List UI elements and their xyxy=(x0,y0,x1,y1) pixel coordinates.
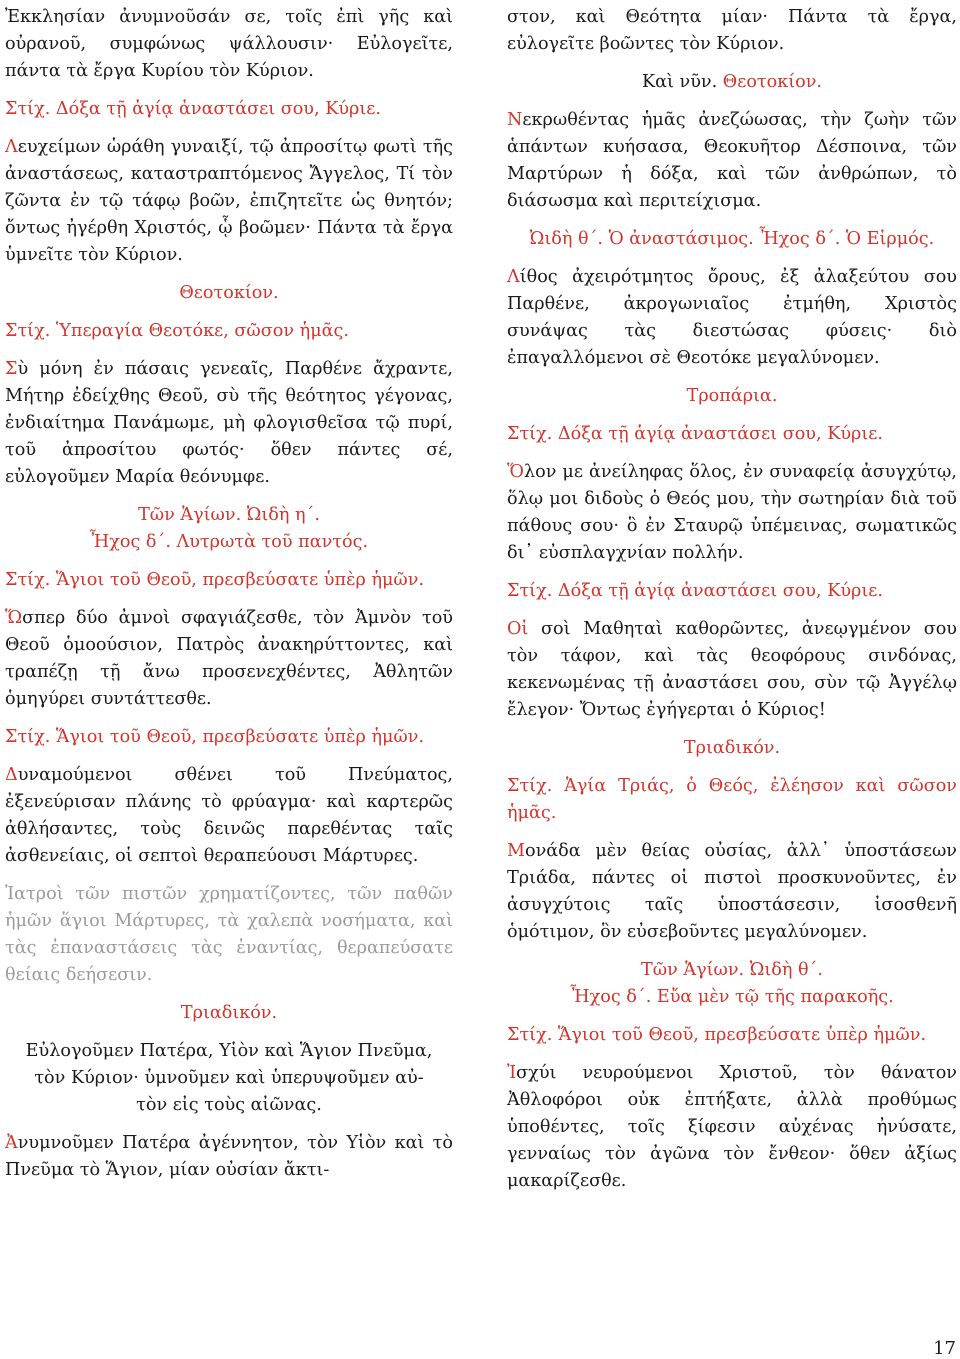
drop-initial: Σ xyxy=(5,359,18,379)
hymn-text: υναμούμενοι σθένει τοῦ Πνεύματος, ἐξενεύρισαν πλάνης τὸ φρύαγμα· καὶ καρτερῶς ἀθλήσαντες, τοὺς δεινῶς παρεθέντας ταῖς ἀσθενείαις, οἱ σεπτοὶ θεραπεύουσι Μάρτυρες. xyxy=(5,765,453,866)
hymn-paragraph xyxy=(507,264,957,372)
hymn-text: εκρωθέντας ἡμᾶς ἀνεζώωσας, τὴν ζωὴν τῶν ἁπάντων κυήσασα, Θεοκυῆτορ Δέσποινα, τῶν Μαρτύρων ἡ δόξα, καὶ τῶν ἀνθρώπων, τὸ διάσωσμα καὶ περιτείχισμα. xyxy=(507,110,957,211)
hymn-paragraph xyxy=(5,762,453,870)
verse-stichos: Στίχ. Δόξα τῇ ἁγίᾳ ἀναστάσει σου, Κύριε. xyxy=(507,424,883,444)
verse-stichos: Στίχ. Δόξα τῇ ἁγίᾳ ἀναστάσει σου, Κύριε. xyxy=(5,99,381,119)
drop-initial: Ἀ xyxy=(5,1133,18,1153)
hymn-text: ίθος ἀχειρότμητος ὄρους, ἐξ ἀλαξεύτου σου Παρθένε, ἀκρογωνιαῖος ἐτμήθη, Χριστὸς συνάψας τὰς διεστώσας φύσεις· διὸ ἐπαγαλλόμενοι σὲ Θεοτόκε μεγαλύνομεν. xyxy=(507,267,957,368)
drop-initial: Ὥ xyxy=(5,608,23,628)
section-heading-triadikon: Τριαδικόν. xyxy=(180,1003,278,1023)
hymn-text: νυμνοῦμεν Πατέρα ἀγέννητον, τὸν Υἱὸν καὶ τὸ Πνεῦμα τὸ Ἅγιον, μίαν οὐσίαν ἄκτι- xyxy=(5,1133,453,1180)
hymn-text: σπερ δύο ἀμνοὶ σφαγιάζεσθε, τὸν Ἀμνὸν τοῦ Θεοῦ ὁμοούσιον, Πατρὸς ἀνακηρύττοντες, καὶ τραπέζῃ τῇ ἄνω προσενεχθέντες, Ἀθλητῶν ὁμηγύρει συντάττεσθε. xyxy=(5,608,453,709)
hymn-paragraph xyxy=(5,356,453,491)
hymn-paragraph xyxy=(5,1130,453,1184)
section-heading-triadikon: Τριαδικόν. xyxy=(683,738,781,758)
left-column xyxy=(5,4,453,1195)
doxology-line: Εὐλογοῦμεν Πατέρα, Υἱὸν καὶ Ἅγιον Πνεῦμα, xyxy=(25,1041,433,1061)
section-heading-theotokion: Θεοτοκίον. xyxy=(179,283,279,303)
drop-initial: Ν xyxy=(507,110,523,130)
hymn-paragraph xyxy=(507,616,957,724)
drop-initial: Λ xyxy=(507,267,520,287)
hymn-paragraph: Ἐκκλησίαν ἀνυμνοῦσάν σε, τοῖς ἐπὶ γῆς καὶ οὐρανοῦ, συμφώνως ψάλλουσιν· Εὐλογεῖτε, πάντα τὰ ἔργα Κυρίου τὸν Κύριον. xyxy=(5,7,453,81)
hymn-text: ευχείμων ὡράθη γυναιξί, τῷ ἀπροσίτῳ φωτὶ τῆς ἀναστάσεως, καταστραπτόμενος Ἄγγελος, Τί τὸν ζῶντα ἐν τῷ τάφῳ βοῶν, ἐπιζητεῖτε ὡς θνητόν; ὄντως ἠγέρθη Χριστός, ᾧ βοῶμεν· Πάντα τὰ ἔργα ὑμνεῖτε τὸν Κύριον. xyxy=(5,137,453,265)
hymn-text: ὺ μόνη ἐν πάσαις γενεαῖς, Παρθένε ἄχραντε, Μήτηρ ἐδείχθης Θεοῦ, σὺ τῆς θεότητος γέγονας, ἐνδιαίτημα Πανάμωμε, μὴ φλογισθεῖσα τῷ πυρί, τοῦ ἀπροσίτου φωτός· ὅθεν πάντες σέ, εὐλογοῦμεν Μαρία θεόνυμφε. xyxy=(5,359,453,487)
drop-initial: Ὅ xyxy=(507,462,524,482)
kai-nyn-label: Καὶ νῦν. xyxy=(641,72,718,92)
faded-hymn-paragraph: Ἰατροὶ τῶν πιστῶν χρηματίζοντες, τῶν παθῶν ἡμῶν ἅγιοι Μάρτυρες, τὰ χαλεπὰ νοσήματα, καὶ τὰς ἐπαναστάσεις τὰς ἐναντίας, θεραπεύσατε θείαις δεήσεσιν. xyxy=(5,884,453,985)
tone-heading: Ἦχος δ΄. Εὔα μὲν τῷ τῆς παρακοῆς. xyxy=(570,987,894,1007)
ode-heading: Ὠιδὴ θ΄. Ὁ ἀναστάσιμος. Ἦχος δ΄. Ὁ Εἱρμός. xyxy=(529,229,935,249)
doxology-line: τὸν Κύριον· ὑμνοῦμεν καὶ ὑπερυψοῦμεν αὐ- xyxy=(34,1068,424,1088)
drop-initial: Οἱ xyxy=(507,619,529,639)
kai-nyn-theotokion: Θεοτοκίον. xyxy=(722,72,823,92)
drop-initial: Λ xyxy=(5,137,18,157)
section-heading-troparia: Τροπάρια. xyxy=(686,386,778,406)
hymn-paragraph xyxy=(5,605,453,713)
drop-initial: Δ xyxy=(5,765,18,785)
doxology-line: τὸν εἰς τοὺς αἰῶνας. xyxy=(136,1095,322,1115)
verse-stichos: Στίχ. Ἅγιοι τοῦ Θεοῦ, πρεσβεύσατε ὑπὲρ ἡμῶν. xyxy=(5,570,425,590)
hymn-paragraph xyxy=(5,134,453,269)
verse-stichos: Στίχ. Ἁγία Τριάς, ὁ Θεός, ἐλέησον καὶ σῶσον ἡμᾶς. xyxy=(507,776,957,823)
drop-initial: Μ xyxy=(507,841,526,861)
verse-stichos: Στίχ. Δόξα τῇ ἁγίᾳ ἀναστάσει σου, Κύριε. xyxy=(507,581,883,601)
ode-heading: Τῶν Ἁγίων. Ὠιδὴ η΄. xyxy=(138,505,320,525)
hymn-paragraph xyxy=(507,107,957,215)
ode-heading: Τῶν Ἁγίων. Ὠιδὴ θ΄. xyxy=(641,960,823,980)
hymn-paragraph xyxy=(507,1060,957,1195)
doxology-paragraph xyxy=(5,1038,453,1119)
hymn-text: σχύι νευρούμενοι Χριστοῦ, τὸν θάνατον Ἀθλοφόροι οὐκ ἐπτήξατε, ἀλλὰ προθύμως ὑποθέντες, τοῖς ξίφεσιν αὐχένας ἠνύσατε, γενναίως τὸν ἀγῶνα τὸν ἔνθεον· ὅθεν ἀξίως μακαρίζεσθε. xyxy=(507,1063,957,1191)
page-number: 17 xyxy=(933,1338,956,1359)
kai-nyn-heading xyxy=(507,69,957,96)
hymn-paragraph xyxy=(507,459,957,567)
hymn-text: ονάδα μὲν θείας οὐσίας, ἀλλ᾽ ὑποστάσεων Τριάδα, πάντες οἱ πιστοὶ προσκυνοῦντες, ἐν ἀσυγχύτοις ταῖς ὑποστάσεσιν, ἰσοσθενῆ ὁμότιμον, ὃν εὐσεβοῦντες μεγαλύνομεν. xyxy=(507,841,957,942)
hymn-text: σοὶ Μαθηταὶ καθορῶντες, ἀνεῳγμένον σου τὸν τάφον, καὶ τὰς θεοφόρους σινδόνας, κεκενωμένας τῇ ἀναστάσει σου, σὺν τῷ Ἀγγέλῳ ἔλεγον· Ὄντως ἐγήγερται ὁ Κύριος! xyxy=(507,619,957,720)
hymn-text: λον με ἀνείληφας ὅλος, ἐν συναφείᾳ ἀσυγχύτῳ, ὅλῳ μοι διδοὺς ὁ Θεός μου, τὴν σωτηρίαν διὰ τοῦ πάθους σου· ὃ ἐν Σταυρῷ ὑπέμεινας, σωματικῶς δι᾽ εὐσπλαγχνίαν πολλήν. xyxy=(507,462,957,563)
drop-initial: Ἰ xyxy=(507,1063,517,1083)
hymn-paragraph xyxy=(507,838,957,946)
verse-stichos: Στίχ. Ἅγιοι τοῦ Θεοῦ, πρεσβεύσατε ὑπὲρ ἡμῶν. xyxy=(5,727,425,747)
verse-stichos: Στίχ. Ὑπεραγία Θεοτόκε, σῶσον ἡμᾶς. xyxy=(5,321,349,341)
tone-heading: Ἦχος δ΄. Λυτρωτὰ τοῦ παντός. xyxy=(89,532,369,552)
right-column xyxy=(507,4,957,1206)
verse-stichos: Στίχ. Ἅγιοι τοῦ Θεοῦ, πρεσβεύσατε ὑπὲρ ἡμῶν. xyxy=(507,1025,927,1045)
hymn-paragraph: στον, καὶ Θεότητα μίαν· Πάντα τὰ ἔργα, εὐλογεῖτε βοῶντες τὸν Κύριον. xyxy=(507,7,957,54)
